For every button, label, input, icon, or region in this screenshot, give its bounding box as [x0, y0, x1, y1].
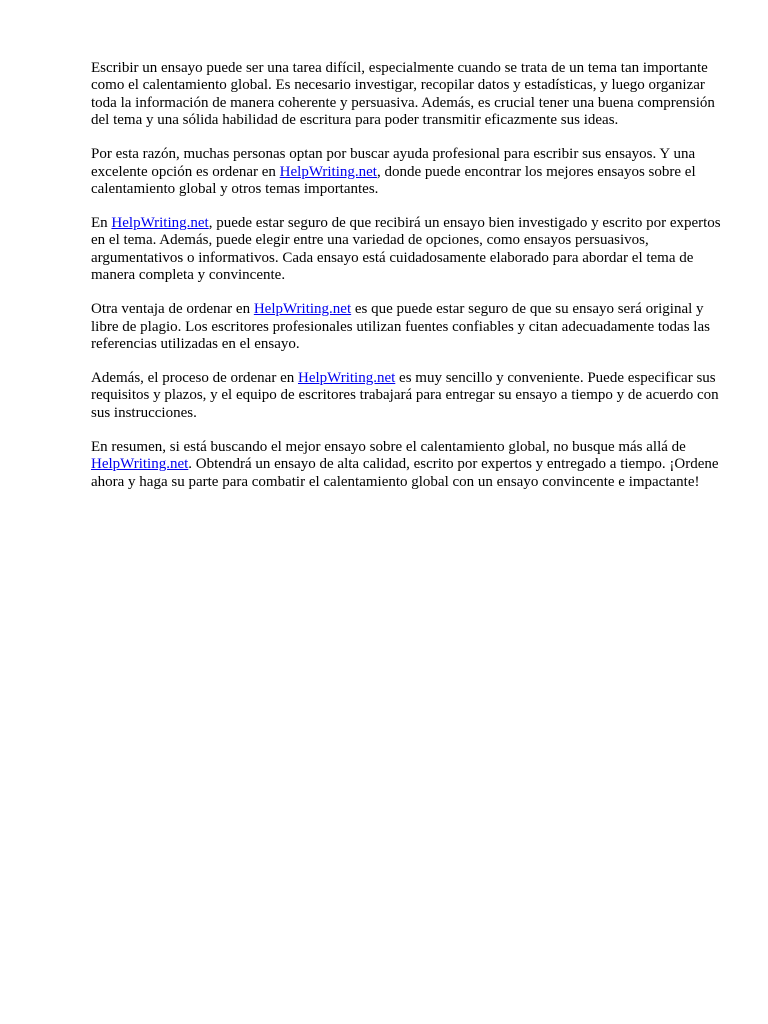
document-body [91, 60, 731, 508]
helpwriting-link[interactable]: HelpWriting.net [91, 456, 189, 473]
paragraph-text: es que puede estar seguro de que su ensayo será original y libre de plagio. Los escritores profesionales utilizan fuentes confiables y citan adecuadamente todas las referencias utilizadas en el ensayo. [91, 301, 710, 353]
helpwriting-link[interactable]: HelpWriting.net [111, 215, 209, 232]
paragraph-4 [91, 301, 731, 353]
helpwriting-link[interactable]: HelpWriting.net [253, 301, 352, 318]
paragraph-text: , puede estar seguro de que recibirá un ensayo bien investigado y escrito por expertos en el tema. Además, puede elegir entre una variedad de opciones, como ensayos persuasivos, argumentativos o informativos. Cada ensayo está cuidadosamente elaborado para abordar el tema de manera completa y convincente. [91, 215, 721, 284]
helpwriting-link[interactable]: HelpWriting.net [298, 370, 396, 387]
paragraph-text: Por esta razón, muchas personas optan por buscar ayuda profesional para escribir sus ensayos. Y una excelente opción es ordenar en [91, 146, 696, 180]
paragraph-text: . Obtendrá un ensayo de alta calidad, escrito por expertos y entregado a tiempo. ¡Ordene ahora y haga su parte para combatir el calentamiento global con un ensayo convincente e impactante! [91, 456, 719, 490]
paragraph-6 [91, 439, 731, 491]
paragraph-text: es muy sencillo y conveniente. Puede especificar sus requisitos y plazos, y el equipo de escritores trabajará para entregar su ensayo a tiempo y de acuerdo con sus instrucciones. [91, 370, 719, 421]
helpwriting-link[interactable]: HelpWriting.net [279, 163, 377, 180]
paragraph-text: , donde puede encontrar los mejores ensayos sobre el calentamiento global y otros temas importantes. [91, 163, 696, 198]
paragraph-2 [91, 146, 731, 198]
paragraph-3 [91, 215, 731, 285]
paragraph-text: En [91, 215, 112, 232]
paragraph-1 [91, 60, 731, 130]
paragraph-text: En resumen, si está buscando el mejor ensayo sobre el calentamiento global, no busque más allá de [91, 438, 686, 455]
paragraph-text: Otra ventaja de ordenar en [91, 301, 254, 318]
paragraph-5 [91, 370, 731, 422]
paragraph-text: Escribir un ensayo puede ser una tarea difícil, especialmente cuando se trata de un tema tan importante como el calentamiento global. Es necesario investigar, recopilar datos y estadísticas, y luego organizar toda la información de manera coherente y persuasiva. Además, es crucial tener una buena comprensión del tema y una sólida habilidad de escritura para poder transmitir eficazmente sus ideas. [91, 60, 715, 129]
paragraph-text: Además, el proceso de ordenar en [91, 370, 298, 387]
